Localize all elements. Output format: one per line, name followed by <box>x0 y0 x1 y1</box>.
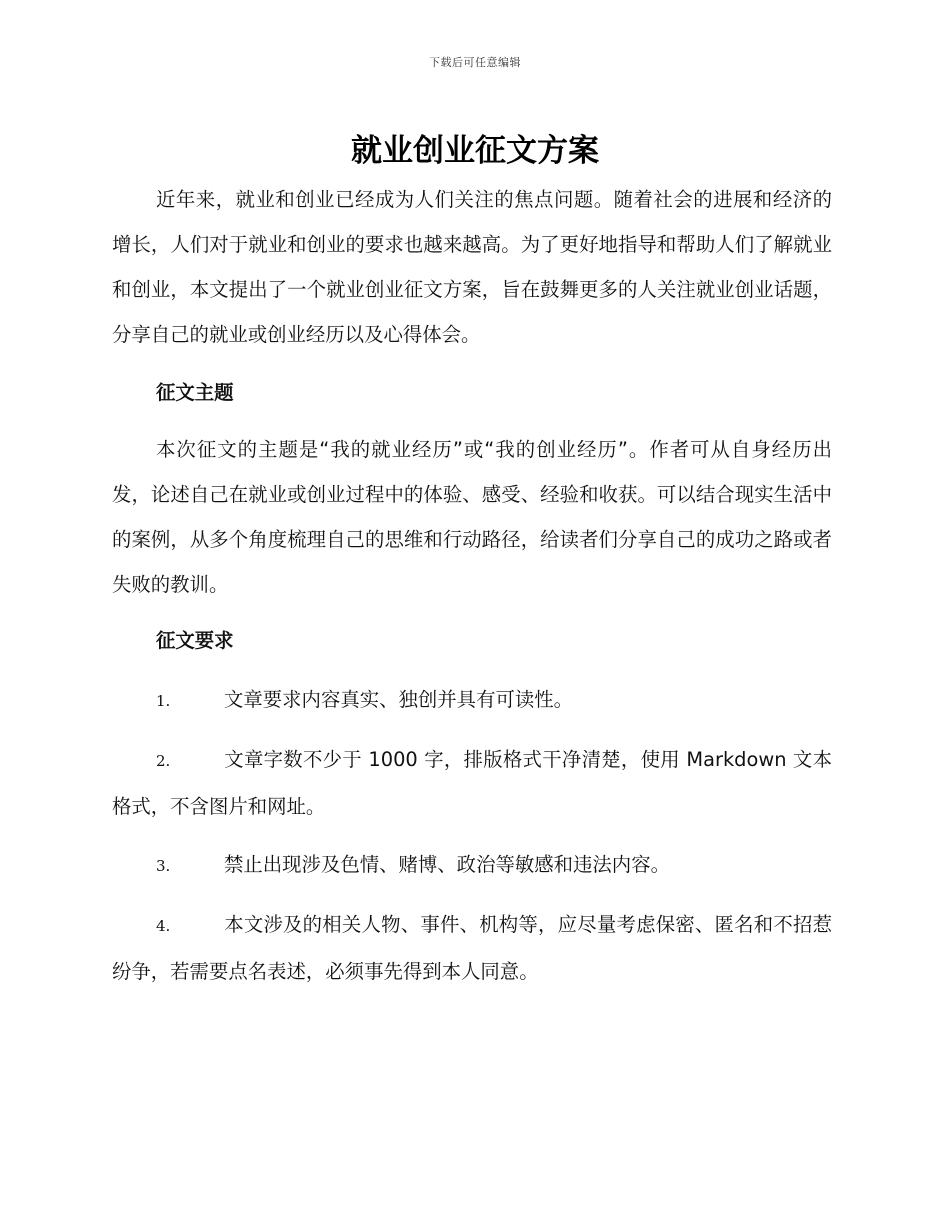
section-heading-requirements: 征文要求 <box>156 629 234 652</box>
list-item-number: 1. <box>156 692 171 710</box>
page-header-note: 下载后可任意编辑 <box>429 56 521 69</box>
section-heading-theme: 征文主题 <box>156 381 234 404</box>
list-item-text: 本文涉及的相关人物、事件、机构等，应尽量考虑保密、匿名和不招惹纷争，若需要点名表述，必须事先得到本人同意。 <box>112 913 832 983</box>
document-title: 就业创业征文方案 <box>351 133 599 169</box>
list-item-number: 3. <box>156 857 171 875</box>
list-item-text: 文章要求内容真实、独创并具有可读性。 <box>224 688 574 711</box>
list-item-text: 文章字数不少于 1000 字，排版格式干净清楚，使用 Markdown 文本格式，不含图片和网址。 <box>112 748 832 818</box>
intro-paragraph: 近年来，就业和创业已经成为人们关注的焦点问题。随着社会的进展和经济的增长，人们对于就业和创业的要求也越来越高。为了更好地指导和帮助人们了解就业和创业，本文提出了一个就业创业征文方案，旨在鼓舞更多的人关注就业创业话题，分享自己的就业或创业经历以及心得体会。 <box>112 188 832 346</box>
theme-paragraph: 本次征文的主题是“我的就业经历”或“我的创业经历”。作者可从自身经历出发，论述自己在就业或创业过程中的体验、感受、经验和收获。可以结合现实生活中的案例，从多个角度梳理自己的思维和行动路径，给读者们分享自己的成功之路或者失败的教训。 <box>112 438 832 596</box>
list-item-number: 4. <box>156 917 171 935</box>
list-item <box>112 737 832 829</box>
list-item-text: 禁止出现涉及色情、赌博、政治等敏感和违法内容。 <box>224 853 670 876</box>
list-item <box>112 902 832 994</box>
list-item <box>112 842 832 889</box>
list-item-number: 2. <box>156 752 171 770</box>
list-item <box>112 677 832 724</box>
requirements-list <box>112 677 832 1007</box>
